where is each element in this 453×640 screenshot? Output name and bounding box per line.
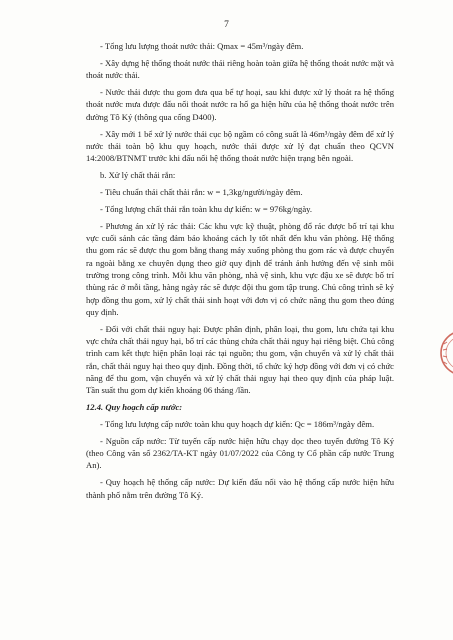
paragraph-water-source: - Nguồn cấp nước: Từ tuyến cấp nước hiện hữu chạy dọc theo tuyến đường Tô Ký (theo Công văn số 2362/TA-KT ngày 01/07/2022 của Công ty Cổ phần cấp nước Trung An). bbox=[86, 435, 394, 471]
paragraph-wastewater-flow: - Tổng lưu lượng thoát nước thải: Qmax = 45m³/ngày đêm. bbox=[100, 41, 304, 51]
paragraph-solid-waste-heading: b. Xử lý chất thải rắn: bbox=[100, 170, 176, 181]
page-number: 7 bbox=[224, 20, 229, 30]
paragraph-solid-waste-total: - Tổng lượng chất thải rắn toàn khu dự kiến: w = 976kg/ngày. bbox=[100, 203, 313, 214]
paragraph-waste-treatment-plan: - Phương án xử lý rác thải: Các khu vực kỹ thuật, phòng đổ rác được bố trí tại khu vực cuối sảnh các tầng đảm bảo khoảng cách ly tốt nhất đến khu văn phòng. Hệ thống thu gom rác sẽ được thu gom bằng thang máy xuống phòng thu gom rác và được chuyển ra ngoài bằng xe chuyên dụng theo giờ quy định để tránh ảnh hưởng đến vệ sinh môi trường trong công trình. Mỗi khu văn phòng, nhà vệ sinh, khu vực đậu xe sẽ được bố trí thùng rác ở mỗi tầng, hàng ngày rác sẽ được đội thu gom tập trung. Chủ công trình sẽ ký hợp đồng thu gom, xử lý chất thải sinh hoạt với đơn vị có chức năng thu gom theo đúng quy định. bbox=[86, 220, 394, 317]
paragraph-hazardous-waste: - Đối với chất thải nguy hại: Được phân định, phân loại, thu gom, lưu chứa tại khu vực chứa chất thải nguy hại, bố trí các thùng chứa chất thải nguy hại riêng biệt. Chủ công trình cam kết thực hiện phân loại rác tại nguồn; thu gom, vận chuyển và xử lý chất thải rắn, chất thải nguy hại theo quy định. Đồng thời, tổ chức ký hợp đồng với đơn vị có chức năng để thu gom, vận chuyển và xử lý chất thải nguy hại theo quy định của pháp luật. Tần suất thu gom dự kiến khoảng 06 tháng /lần. bbox=[86, 323, 394, 396]
section-heading-water-supply: 12.4. Quy hoạch cấp nước: bbox=[86, 402, 183, 413]
paragraph-treatment-tank: - Xây mới 1 bể xử lý nước thải cục bộ ngầm có công suất là 46m³/ngày đêm để xử lý nước thải toàn bộ khu quy hoạch, nước thải được xử lý đạt chuẩn theo QCVN 14:2008/BTNMT trước khi đấu nối hệ thống thoát nước hiện trạng bên ngoài. bbox=[86, 128, 394, 164]
red-stamp-fragment bbox=[435, 330, 453, 376]
paragraph-separate-system: - Xây dựng hệ thống thoát nước thải riêng hoàn toàn giữa hệ thống thoát nước mặt và thoát nước thải. bbox=[86, 57, 394, 81]
paragraph-septic-tank: - Nước thải được thu gom đưa qua bể tự hoại, sau khi được xử lý thoát ra hệ thống thoát nước mưa được đấu nối thoát nước ra hố ga hiện hữu của hệ thống thoát nước trên đường Tô Ký (thông qua cống D400). bbox=[86, 87, 394, 122]
document-body bbox=[86, 40, 394, 506]
paragraph-solid-waste-standard: - Tiêu chuẩn thải chất thải rắn: w = 1,3kg/người/ngày đêm. bbox=[100, 186, 303, 197]
paragraph-water-supply-flow: - Tổng lưu lượng cấp nước toàn khu quy hoạch dự kiến: Qc = 186m³/ngày đêm. bbox=[100, 418, 375, 429]
paragraph-water-system-plan: - Quy hoạch hệ thống cấp nước: Dự kiến đấu nối vào hệ thống cấp nước hiện hữu thành phố nằm trên đường Tô Ký. bbox=[86, 477, 394, 500]
